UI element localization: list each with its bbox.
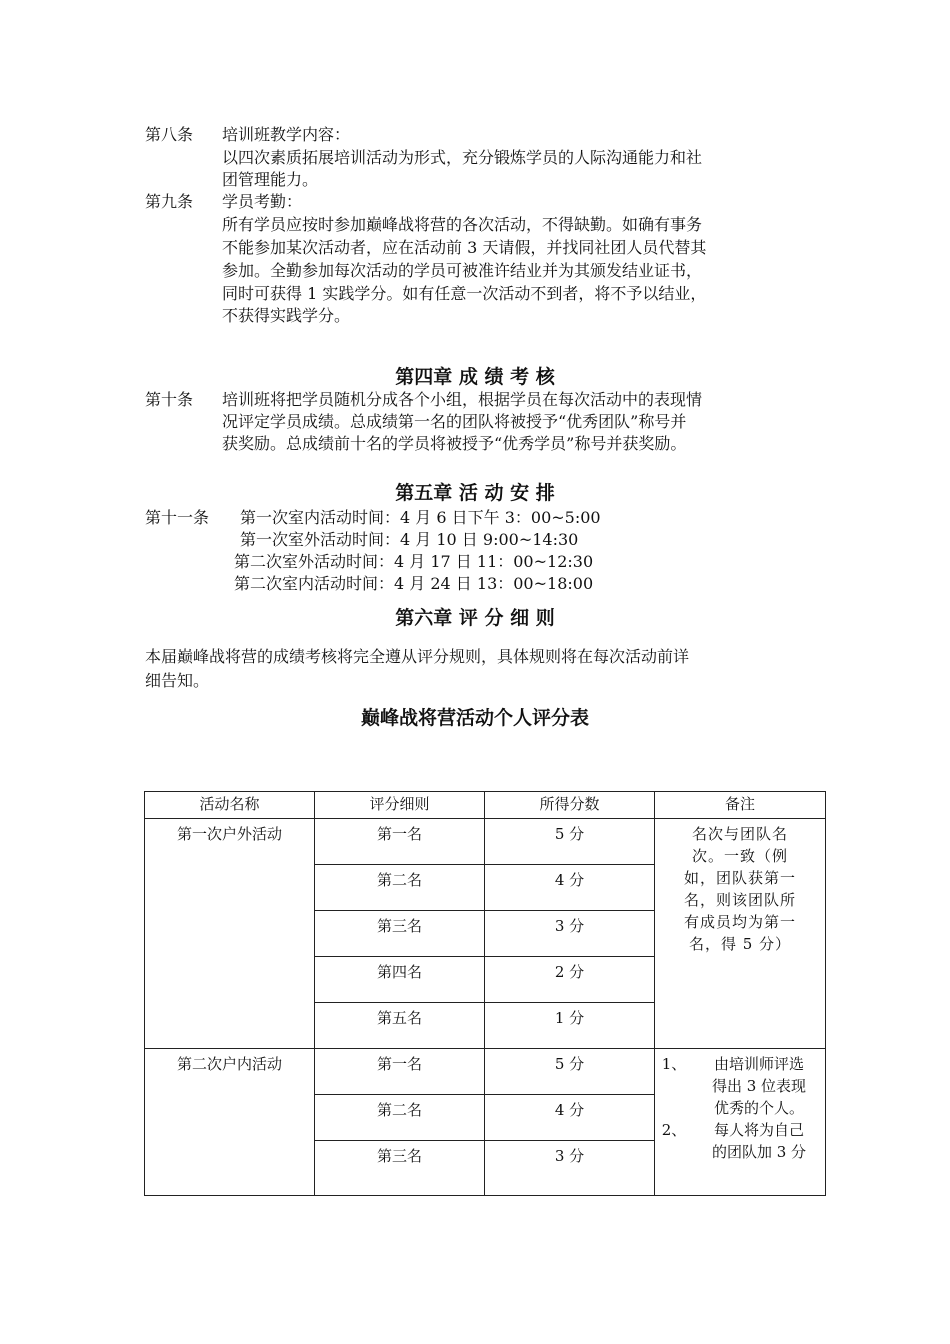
- article-11-label: 第十一条: [145, 508, 210, 527]
- chapter-6-line: 本届巅峰战将营的成绩考核将完全遵从评分规则，具体规则将在每次活动前详: [145, 647, 690, 666]
- article-9-title: 学员考勤：: [222, 192, 303, 211]
- rule-cell: 第三名: [315, 1141, 485, 1196]
- note-number: 2、: [661, 1121, 687, 1139]
- table-row: [145, 819, 826, 865]
- article-9-line: 参加。全勤参加每次活动的学员可被准许结业并为其颁发结业证书，: [222, 261, 703, 280]
- article-8-label: 第八条: [145, 125, 194, 144]
- score-cell: 5 分: [485, 1049, 655, 1095]
- article-9-line: 所有学员应按时参加巅峰战将营的各次活动，不得缺勤。如确有事务: [222, 215, 703, 234]
- article-8-title: 培训班教学内容：: [222, 125, 351, 144]
- score-cell: 3 分: [485, 1141, 655, 1196]
- article-9-line: 同时可获得 1 实践学分。如有任意一次活动不到者，将不予以结业，: [222, 284, 707, 303]
- note-cell: [655, 819, 826, 1049]
- article-10-line: 况评定学员成绩。总成绩第一名的团队将被授予“优秀团队”称号并: [222, 412, 687, 431]
- score-table: [144, 791, 826, 1196]
- score-cell: 2 分: [485, 957, 655, 1003]
- article-9-line: 不获得实践学分。: [222, 306, 351, 325]
- header-activity: 活动名称: [145, 792, 315, 819]
- note-line: 每人将为自己: [713, 1121, 804, 1139]
- rule-cell: 第一名: [315, 819, 485, 865]
- rule-cell: 第四名: [315, 957, 485, 1003]
- note-line: 得出 3 位表现: [711, 1077, 807, 1095]
- chapter-6-line: 细告知。: [145, 671, 210, 690]
- note-list-item: [655, 1119, 825, 1163]
- activity-name: 第二次户内活动: [145, 1049, 315, 1196]
- score-cell: 3 分: [485, 911, 655, 957]
- note-cell: [655, 1049, 826, 1196]
- note-line: 次。一致（例: [691, 847, 788, 865]
- note-line: 名次与团队名: [691, 825, 788, 843]
- activity-name: 第一次户外活动: [145, 819, 315, 1049]
- note-line: 有成员均为第一: [683, 913, 796, 931]
- note-number: 1、: [661, 1055, 687, 1073]
- article-10-line: 培训班将把学员随机分成各个小组，根据学员在每次活动中的表现情: [222, 390, 703, 409]
- article-9-line: 不能参加某次活动者，应在活动前 3 天请假，并找同社团人员代替其: [222, 238, 707, 257]
- note-line: 名，则该团队所: [683, 891, 796, 909]
- schedule-item: 第一次室内活动时间：4 月 6 日下午 3：00~5:00: [240, 508, 601, 527]
- article-8-line: 团管理能力。: [222, 170, 319, 189]
- chapter-4-heading: 第四章 成 绩 考 核: [395, 366, 555, 388]
- note-line: 名，得 5 分）: [688, 935, 792, 953]
- note-line: 优秀的个人。: [713, 1099, 804, 1117]
- note-line: 如，团队获第一: [683, 869, 796, 887]
- table-row: [145, 1049, 826, 1095]
- table-header-row: [145, 792, 826, 819]
- schedule-item: 第一次室外活动时间：4 月 10 日 9:00~14:30: [240, 530, 579, 549]
- article-8-line: 以四次素质拓展培训活动为形式，充分锻炼学员的人际沟通能力和社: [222, 148, 703, 167]
- note-line: 由培训师评选: [713, 1055, 804, 1073]
- rule-cell: 第一名: [315, 1049, 485, 1095]
- chapter-5-heading: 第五章 活 动 安 排: [395, 482, 555, 504]
- article-9-label: 第九条: [145, 192, 194, 211]
- score-cell: 5 分: [485, 819, 655, 865]
- score-cell: 4 分: [485, 865, 655, 911]
- table-title: 巅峰战将营活动个人评分表: [360, 707, 589, 729]
- header-note: 备注: [655, 792, 826, 819]
- schedule-item: 第二次室外活动时间：4 月 17 日 11：00~12:30: [234, 552, 594, 571]
- article-10-label: 第十条: [145, 390, 194, 409]
- note-line: 的团队加 3 分: [711, 1143, 807, 1161]
- note-list-item: [655, 1053, 825, 1119]
- article-10-line: 获奖励。总成绩前十名的学员将被授予“优秀学员”称号并获奖励。: [222, 434, 687, 453]
- score-cell: 1 分: [485, 1003, 655, 1049]
- rule-cell: 第三名: [315, 911, 485, 957]
- header-score: 所得分数: [485, 792, 655, 819]
- rule-cell: 第二名: [315, 865, 485, 911]
- chapter-6-heading: 第六章 评 分 细 则: [395, 607, 555, 629]
- rule-cell: 第五名: [315, 1003, 485, 1049]
- header-rule: 评分细则: [315, 792, 485, 819]
- rule-cell: 第二名: [315, 1095, 485, 1141]
- score-cell: 4 分: [485, 1095, 655, 1141]
- schedule-item: 第二次室内活动时间：4 月 24 日 13：00~18:00: [234, 574, 594, 593]
